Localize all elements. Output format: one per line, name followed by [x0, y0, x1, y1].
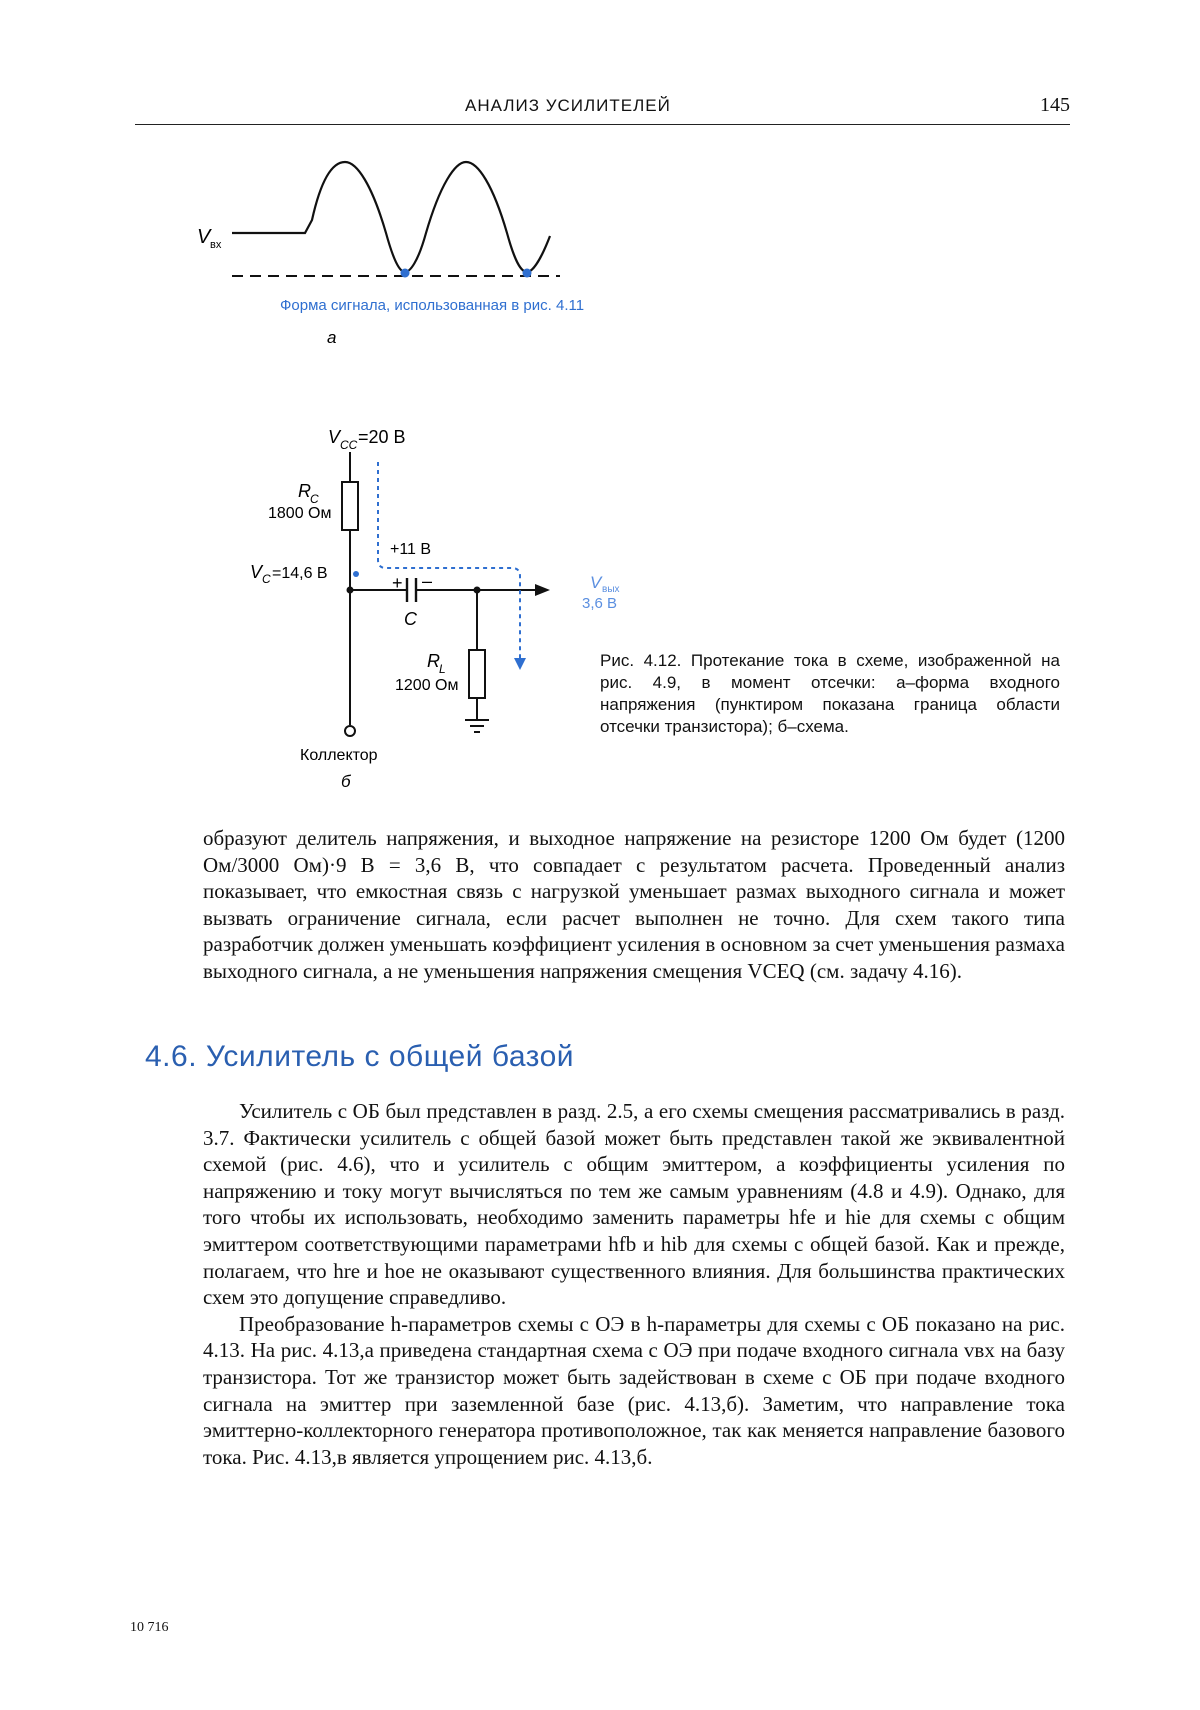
rl-label: R: [427, 651, 440, 671]
continuation-paragraph: [203, 825, 1065, 985]
section-paragraph-2: Преобразование h-параметров схемы с ОЭ в h-параметры для схемы с ОБ показано на рис. 4.13. На рис. 4.13,а приведена стандартная схема с ОЭ при подаче входного сигнала vвх на базу транзистора. Тот же транзистор может быть задействован в схеме с ОБ при подаче входного сигнала на эмиттер при заземленной базе (рис. 4.13,б). Заметим, что направление тока эмиттерно-коллекторного генератора противоположное, так как меняется направление базового тока. Рис. 4.13,в является упрощением рис. 4.13,б.: [203, 1311, 1065, 1469]
cutoff-point-2: [523, 269, 532, 278]
cap-label: C: [404, 609, 417, 629]
vin-label: V: [197, 226, 211, 248]
vout-sub: вых: [602, 584, 620, 595]
panel-b-label: б: [341, 772, 351, 791]
rl-sub: L: [439, 662, 446, 676]
plus11-label: +11 В: [390, 541, 432, 558]
section-heading: 4.6. Усилитель с общей базой: [145, 1040, 575, 1073]
panel-a-label: а: [327, 328, 337, 347]
printer-signature: 10 716: [130, 1620, 169, 1635]
continuation-text: образуют делитель напряжения, и выходное напряжение на резисторе 1200 Ом будет (1200 Ом/3000 Ом)·9 В = 3,6 В, что совпадает с результатом расчета. Проведенный анализ показывает, что емкостная связь с нагрузкой уменьшает размах выходного сигнала и может вызвать ограничение сигнала, если расчет выполнен не точно. Для схем такого типа разработчик должен уменьшать коэффициент усиления в основном за счет уменьшения размаха выходного сигнала, а не уменьшения напряжения смещения VCEQ (см. задачу 4.16).: [203, 826, 1065, 983]
rc-label: R: [298, 481, 311, 501]
rl-value: 1200 Ом: [395, 677, 459, 694]
page-number: 145: [1040, 94, 1070, 116]
input-waveform: [197, 162, 584, 347]
collector-label: Коллектор: [300, 747, 378, 764]
cutoff-point-1: [401, 269, 410, 278]
vout-label: V: [590, 573, 602, 592]
cutoff-note: Форма сигнала, использованная в рис. 4.11: [280, 297, 585, 314]
schematic: [250, 427, 620, 791]
vin-sub: вх: [210, 239, 222, 251]
vout-value: 3,6 В: [582, 595, 618, 612]
vc-label: V: [250, 562, 263, 582]
vc-value: =14,6 В: [272, 565, 328, 582]
sine-wave: [232, 162, 550, 272]
running-title: АНАЛИЗ УСИЛИТЕЛЕЙ: [465, 96, 671, 115]
figure-caption: Рис. 4.12. Протекание тока в схеме, изображенной на рис. 4.9, в момент отсечки: а–форма входного напряжения (пунктиром показана граница области отсечки транзистора); б–схема.: [600, 651, 1060, 736]
cap-plus: +: [392, 573, 403, 593]
cap-minus: –: [422, 571, 433, 591]
section-paragraph-1: Усилитель с ОБ был представлен в разд. 2.5, а его схемы смещения рассматривались в разд. 3.7. Фактически усилитель с общей базой может быть представлен такой же эквивалентной схемой (рис. 4.6), что и усилитель с общим эмиттером, а коэффициенты усиления по напряжению и току могут вычисляться по тем же самым уравнениям (4.8 и 4.9). Однако, для того чтобы их использовать, необходимо заменить параметры hfe и hie для схемы с общим эмиттером соответствующими параметрами hfb и hib для схемы с общей базой. Как и прежде, полагаем, что hre и hoe не оказывают существенного влияния. Для большинства практических схем это допущение справедливо.: [203, 1099, 1065, 1310]
rc-resistor: [342, 482, 358, 530]
vc-sub: C: [262, 572, 271, 586]
current-path: [378, 462, 520, 660]
rl-resistor: [469, 650, 485, 698]
rc-value: 1800 Ом: [268, 505, 332, 522]
ground-icon: [465, 720, 489, 732]
vc-marker: [353, 571, 359, 577]
vcc-sub: CC: [340, 438, 358, 452]
section-body: [203, 1098, 1065, 1470]
current-arrow: [514, 658, 526, 670]
output-arrow: [535, 584, 550, 596]
rc-sub: C: [310, 492, 319, 506]
vcc-value: =20 В: [358, 427, 406, 447]
vcc-label: V: [328, 427, 341, 447]
collector-terminal: [345, 726, 355, 736]
